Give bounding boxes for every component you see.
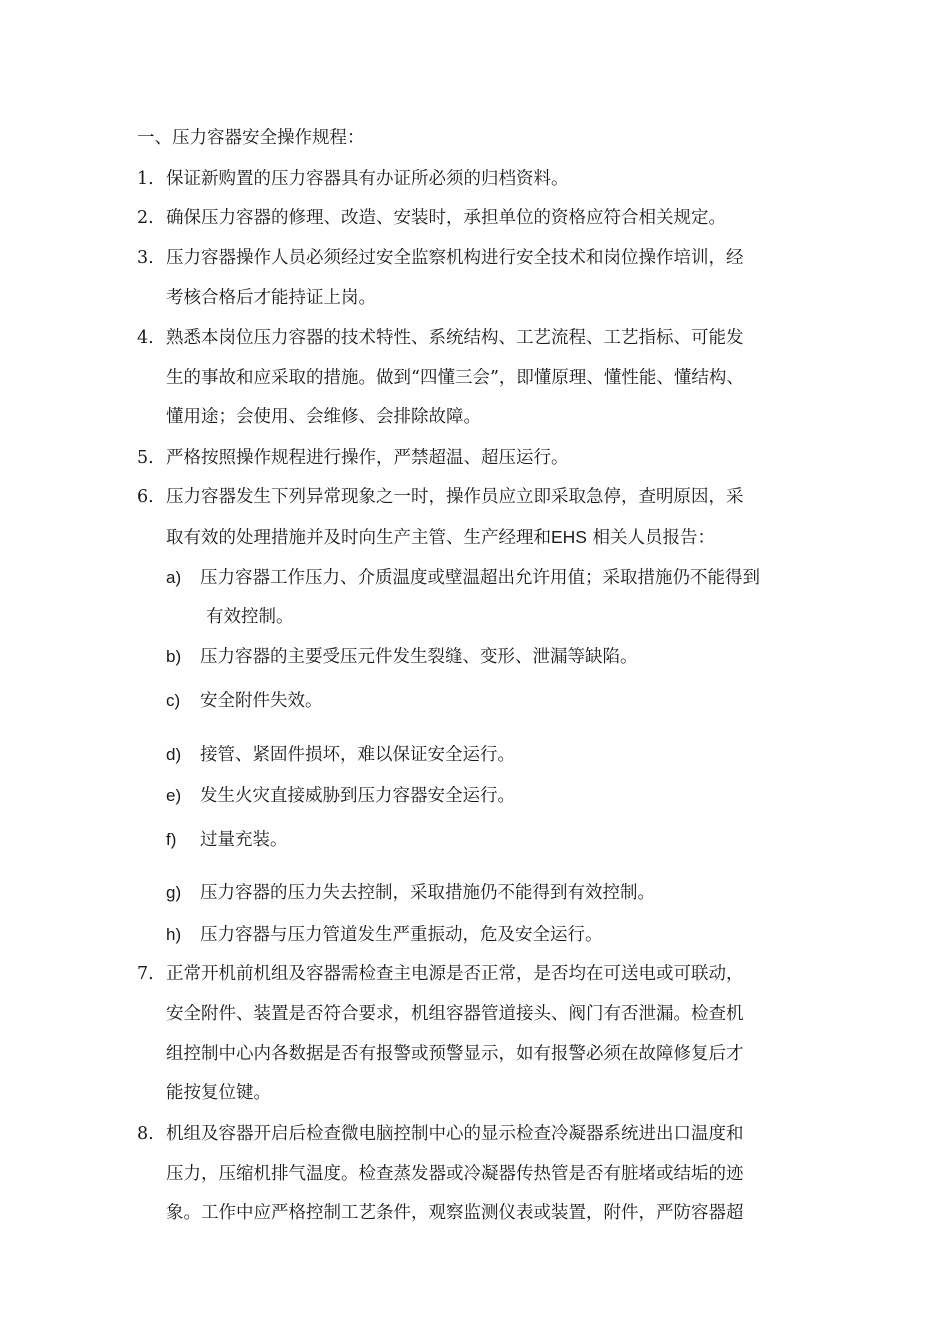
item-text-part: 相关人员报告： <box>586 528 716 548</box>
subitem-label: h) <box>166 925 182 944</box>
item-number: 2. <box>137 208 154 228</box>
item-number: 7. <box>137 964 154 984</box>
subitem-text: 压力容器与压力管道发生严重振动，危及安全运行。 <box>200 925 603 945</box>
item-text: 机组及容器开启后检查微电脑控制中心的显示检查冷凝器系统进出口温度和 <box>166 1124 744 1144</box>
item-text: 安全附件、装置是否符合要求，机组容器管道接头、阀门有否泄漏。检查机 <box>166 1004 744 1024</box>
subitem-text: 压力容器工作压力、介质温度或壁温超出允许用值；采取措施仍不能得到 <box>200 568 760 588</box>
subitem-label: c) <box>166 691 181 710</box>
item-number: 3. <box>137 248 154 268</box>
item-text: 象。工作中应严格控制工艺条件，观察监测仪表或装置，附件，严防容器超 <box>166 1203 744 1223</box>
section-heading: 一、压力容器安全操作规程： <box>137 128 365 148</box>
item-text: 能按复位键。 <box>166 1083 271 1103</box>
item-text <box>166 525 715 550</box>
item-number: 4. <box>137 328 154 348</box>
subitem-text: 过量充装。 <box>200 830 288 850</box>
subitem-label: e) <box>166 786 182 805</box>
ehs-acronym: EHS <box>551 527 587 547</box>
item-number: 8. <box>137 1124 154 1144</box>
item-text: 生的事故和应采取的措施。做到“四懂三会”，即懂原理、懂性能、懂结构、 <box>166 368 744 388</box>
subitem-text: 安全附件失效。 <box>200 691 323 711</box>
item-text: 正常开机前机组及容器需检查主电源是否正常，是否均在可送电或可联动， <box>166 964 744 984</box>
item-text: 懂用途；会使用、会维修、会排除故障。 <box>166 407 481 427</box>
subitem-label: a) <box>166 568 182 587</box>
subitem-label: g) <box>166 883 182 902</box>
item-text-part: 取有效的处理措施并及时向生产主管、生产经理和 <box>166 528 551 548</box>
subitem-label: f) <box>166 830 177 849</box>
item-text: 压力，压缩机排气温度。检查蒸发器或冷凝器传热管是否有脏堵或结垢的迹 <box>166 1164 744 1184</box>
subitem-label: b) <box>166 647 182 666</box>
subitem-text: 发生火灾直接威胁到压力容器安全运行。 <box>200 786 515 806</box>
item-text: 保证新购置的压力容器具有办证所必须的归档资料。 <box>166 169 569 189</box>
item-number: 5. <box>137 448 154 468</box>
subitem-text: 有效控制。 <box>206 607 294 627</box>
item-number: 6. <box>137 487 154 507</box>
subitem-label: d) <box>166 745 182 764</box>
item-number: 1. <box>137 169 154 189</box>
item-text: 考核合格后才能持证上岗。 <box>166 288 376 308</box>
item-text: 压力容器发生下列异常现象之一时，操作员应立即采取急停，查明原因，采 <box>166 487 744 507</box>
subitem-text: 压力容器的主要受压元件发生裂缝、变形、泄漏等缺陷。 <box>200 647 638 667</box>
item-text: 组控制中心内各数据是否有报警或预警显示，如有报警必须在故障修复后才 <box>166 1044 744 1064</box>
subitem-text: 压力容器的压力失去控制，采取措施仍不能得到有效控制。 <box>200 883 655 903</box>
item-text: 熟悉本岗位压力容器的技术特性、系统结构、工艺流程、工艺指标、可能发 <box>166 328 744 348</box>
item-text: 严格按照操作规程进行操作，严禁超温、超压运行。 <box>166 448 569 468</box>
subitem-text: 接管、紧固件损坏，难以保证安全运行。 <box>200 745 515 765</box>
item-text: 确保压力容器的修理、改造、安装时，承担单位的资格应符合相关规定。 <box>166 208 726 228</box>
item-text: 压力容器操作人员必须经过安全监察机构进行安全技术和岗位操作培训，经 <box>166 248 744 268</box>
